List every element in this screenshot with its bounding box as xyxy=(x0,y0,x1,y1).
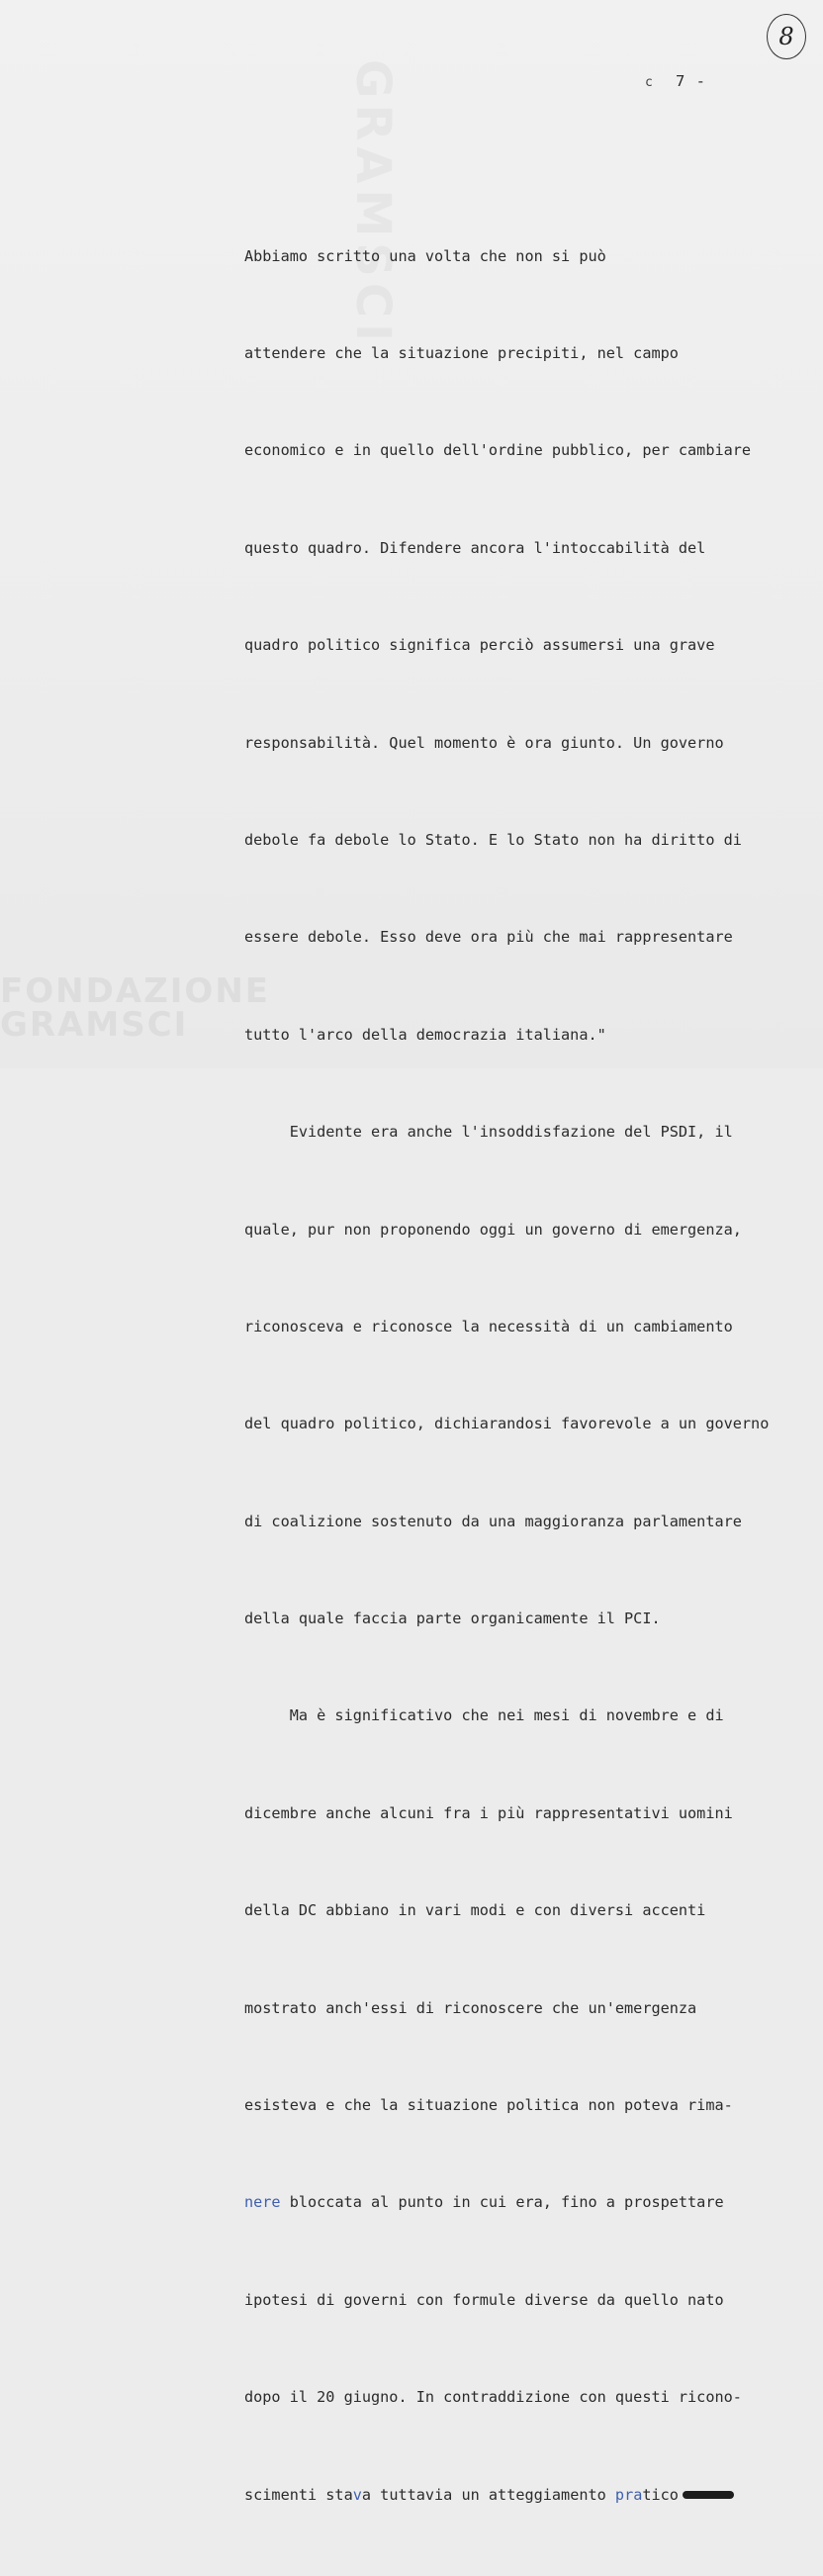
text-line-24-part1: scimenti sta xyxy=(244,2485,353,2504)
text-line-24-part2: a tuttavia un atteggiamento xyxy=(361,2485,615,2504)
text-line-19: mostrato anch'essi di riconoscere che un'emergenza xyxy=(244,1998,697,2017)
handwritten-overwrite: pra xyxy=(614,2485,643,2504)
text-line-1: Abbiamo scritto una volta che non si può xyxy=(244,246,606,265)
text-line-4: questo quadro. Difendere ancora l'intoccabilità del xyxy=(244,538,706,557)
text-line-15: della quale faccia parte organicamente il PCI. xyxy=(244,1610,661,1628)
text-line-5: quadro politico significa perciò assumersi una grave xyxy=(244,636,715,655)
text-line-12: riconosceva e riconosce la necessità di un cambiamento xyxy=(244,1317,733,1335)
text-line-11: quale, pur non proponendo oggi un governo di emergenza, xyxy=(244,1220,742,1239)
text-line-9: tutto l'arco della democrazia italiana." xyxy=(244,1025,606,1044)
body-text xyxy=(244,175,813,2576)
text-line-21-rest: bloccata al punto in cui era, fino a prospettare xyxy=(280,2193,724,2212)
crossed-out-word xyxy=(683,2491,734,2499)
text-line-20: esisteva e che la situazione politica non poteva rima- xyxy=(244,2096,733,2115)
text-line-14: di coalizione sostenuto da una maggioranza parlamentare xyxy=(244,1512,742,1530)
text-line-10: Evidente era anche l'insoddisfazione del PSDI, il xyxy=(244,1123,733,1142)
watermark-line-2: GRAMSCI xyxy=(0,1005,189,1045)
text-line-7: debole fa debole lo Stato. E lo Stato non ha diritto di xyxy=(244,830,742,849)
watermark-bottom xyxy=(0,971,271,1045)
text-line-24 xyxy=(244,2479,813,2512)
text-line-22: ipotesi di governi con formule diverse da quello nato xyxy=(244,2290,724,2309)
text-line-13: del quadro politico, dichiarandosi favorevole a un governo xyxy=(244,1415,770,1433)
handwritten-letter: v xyxy=(352,2485,362,2504)
text-line-6: responsabilità. Quel momento è ora giunto. Un governo xyxy=(244,733,724,752)
page-number: 7 - xyxy=(676,72,706,90)
text-line-3: economico e in quello dell'ordine pubblico, per cambiare xyxy=(244,441,752,460)
watermark-line-1: FONDAZIONE xyxy=(0,971,271,1011)
text-line-16: Ma è significativo che nei mesi di novembre e di xyxy=(244,1706,724,1725)
circled-page-number: 8 xyxy=(767,14,806,59)
text-line-24-part3: tico xyxy=(642,2485,679,2504)
text-line-17: dicembre anche alcuni fra i più rappresentativi uomini xyxy=(244,1803,733,1822)
page-marker: c xyxy=(645,75,653,90)
text-line-8: essere debole. Esso deve ora più che mai rappresentare xyxy=(244,928,733,947)
watermark-vertical: GRAMSCI xyxy=(345,59,401,347)
text-line-23: dopo il 20 giugno. In contraddizione con questi ricono- xyxy=(244,2388,742,2407)
handwritten-correction: nere xyxy=(244,2193,281,2212)
text-line-18: della DC abbiano in vari modi e con diversi accenti xyxy=(244,1901,706,1920)
text-line-21 xyxy=(244,2186,813,2219)
text-line-2: attendere che la situazione precipiti, nel campo xyxy=(244,343,679,362)
